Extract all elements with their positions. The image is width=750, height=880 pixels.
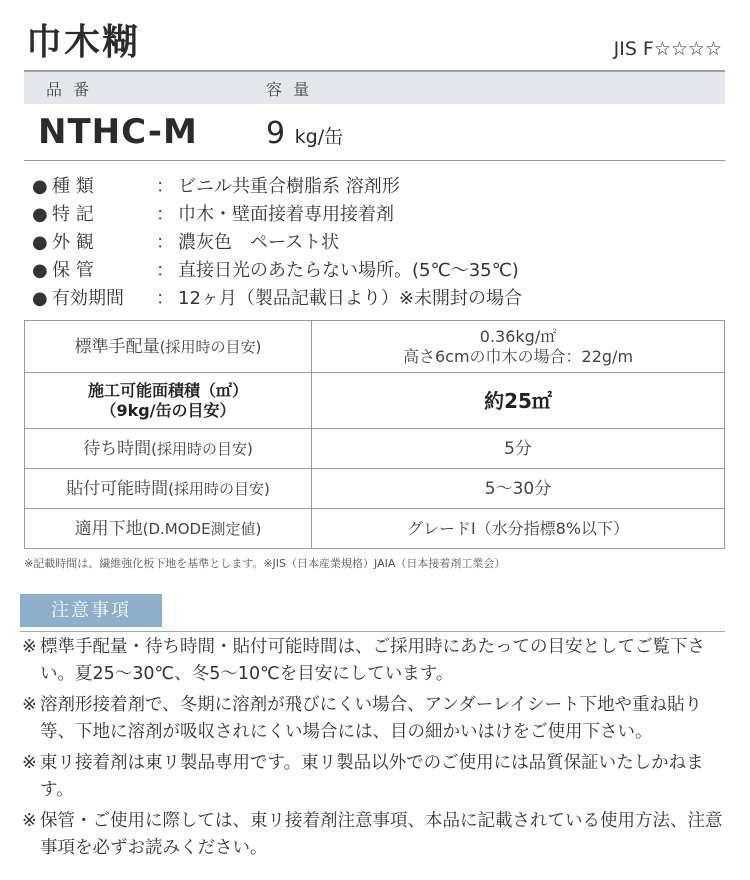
notice-list [22, 634, 728, 866]
note-mark: ※ [22, 753, 37, 773]
row-value: 5～30分 [484, 478, 552, 499]
spec-value: 巾木・壁面接着専用接着剤 [178, 204, 394, 225]
table-value-cell [312, 429, 725, 469]
table-label-cell [25, 321, 312, 373]
spec-key: 外 観 [52, 232, 94, 253]
table-row [25, 469, 725, 509]
product-code: NTHC-M [38, 112, 198, 152]
notice-item [22, 808, 728, 862]
performance-table [24, 320, 725, 549]
spec-key: 有効期間 [52, 288, 124, 309]
capacity-unit: kg/缶 [294, 126, 344, 148]
notice-text: 溶剤形接着剤で、冬期に溶剤が飛びにくい場合、アンダーレイシート下地や重ね貼り等、下地に溶剤が吸収されにくい場合には、目の細かいはけをご使用下さい。 [40, 695, 703, 742]
spec-item [32, 256, 522, 284]
row-label: 貼付可能時間 [66, 478, 169, 499]
row-label-sub: （9kg/缶の目安） [100, 400, 236, 420]
table-label-cell [25, 509, 312, 549]
notice-text: 保管・ご使用に際しては、東リ接着剤注意事項、本品に記載されている使用方法、注意事項を必ずお読みください。 [40, 811, 723, 858]
notice-text: 東リ接着剤は東リ製品専用です。東リ製品以外でのご使用には品質保証いたしかねます。 [40, 753, 704, 800]
row-label: 施工可能面積積（㎡） [87, 380, 248, 400]
row-label-note: (採用時の目安) [159, 337, 262, 356]
row-label-note: (採用時の目安) [151, 439, 253, 458]
notice-heading: 注意事項 [20, 594, 162, 627]
spec-separator: ： [156, 176, 174, 197]
note-mark: ※ [22, 637, 37, 657]
spec-key: 種 類 [52, 176, 94, 197]
row-value: 0.36kg/㎡ [479, 326, 557, 346]
spec-item [32, 228, 522, 256]
table-value-cell [312, 509, 725, 549]
row-label-note: (D.MODE測定値) [142, 519, 262, 538]
capacity-label: 容 量 [266, 80, 313, 99]
row-label-note: (採用時の目安) [168, 479, 270, 498]
row-label: 待ち時間 [83, 438, 152, 459]
table-label-cell [25, 469, 312, 509]
spec-item [32, 200, 522, 228]
spec-value: 直接日光のあたらない場所。(5℃～35℃) [178, 260, 519, 281]
product-title: 巾木糊 [26, 22, 141, 63]
bullet-icon: ● [32, 204, 48, 225]
spec-item [32, 172, 522, 200]
row-label: 標準手配量 [74, 336, 160, 357]
table-value-cell [312, 469, 725, 509]
note-mark: ※ [22, 695, 37, 715]
spec-separator: ： [156, 260, 174, 281]
product-no-label: 品 番 [46, 80, 93, 99]
notice-item [22, 692, 728, 746]
row-label: 適用下地 [74, 518, 143, 539]
notice-text: 標準手配量・待ち時間・貼付可能時間は、ご採用時にあたっての目安としてご覧下さい。夏25～30℃、冬5～10℃を目安にしています。 [40, 637, 705, 684]
table-value-cell [312, 373, 725, 429]
row-value: グレードⅠ（水分指標8%以下） [406, 518, 630, 538]
notice-item [22, 634, 728, 688]
spec-list [32, 172, 522, 312]
row-value: 5分 [504, 438, 532, 459]
spec-key: 保 管 [52, 260, 94, 281]
table-label-cell [25, 429, 312, 469]
capacity [266, 116, 343, 151]
bullet-icon: ● [32, 232, 48, 253]
spec-separator: ： [156, 288, 174, 309]
table-label-cell [25, 373, 312, 429]
table-row [25, 509, 725, 549]
spec-value: 12ヶ月（製品記載日より）※未開封の場合 [178, 288, 522, 309]
spec-header-bar [24, 70, 725, 104]
footnote: ※記載時間は、繊維強化板下地を基準とします。※JIS（日本産業規格）JAIA（日本接着剤工業会） [24, 557, 506, 570]
table-value-cell [312, 321, 725, 373]
bullet-icon: ● [32, 260, 48, 281]
table-row [25, 321, 725, 373]
spec-value: 濃灰色 ペースト状 [178, 232, 340, 253]
spec-key: 特 記 [52, 204, 94, 225]
jis-rating: JIS F☆☆☆☆ [613, 38, 722, 60]
notice-item [22, 750, 728, 804]
notice-divider [20, 631, 725, 632]
spec-separator: ： [156, 204, 174, 225]
capacity-value: 9 [266, 116, 286, 151]
row-value: 約25㎡ [484, 388, 552, 413]
spec-value: ビニル共重合樹脂系 溶剤形 [178, 176, 400, 197]
product-row [24, 104, 725, 161]
spec-separator: ： [156, 232, 174, 253]
spec-item [32, 284, 522, 312]
bullet-icon: ● [32, 176, 48, 197]
bullet-icon: ● [32, 288, 48, 309]
note-mark: ※ [22, 811, 37, 831]
row-value-sub: 高さ6cmの巾木の場合：22g/m [402, 346, 634, 366]
table-row [25, 373, 725, 429]
table-row [25, 429, 725, 469]
